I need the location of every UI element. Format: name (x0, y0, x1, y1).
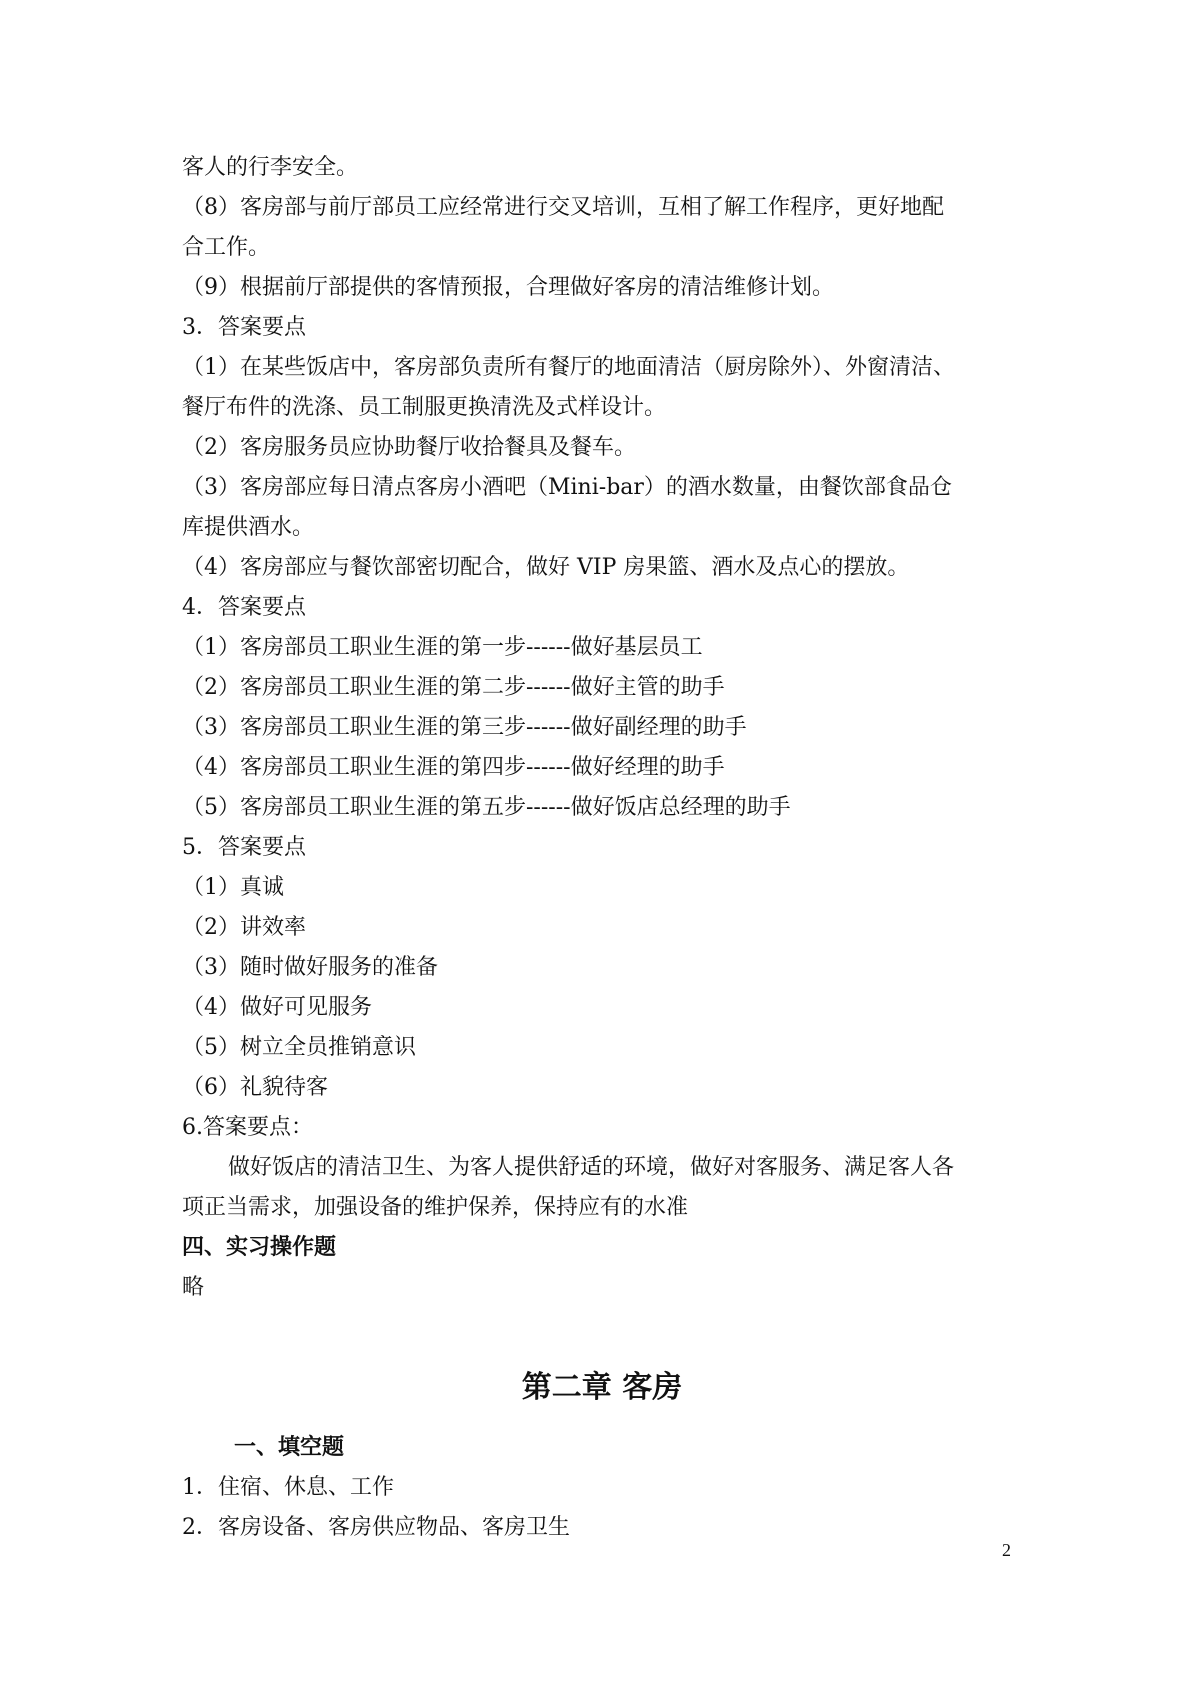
paragraph-6-line-1: 做好饭店的清洁卫生、为客人提供舒适的环境，做好对客服务、满足客人各 (228, 1155, 955, 1180)
paragraph-6-line-2: 项正当需求，加强设备的维护保养，保持应有的水准 (182, 1195, 689, 1220)
text-line: 3．答案要点 (182, 315, 306, 340)
fill-item: 2．客房设备、客房供应物品、客房卫生 (182, 1515, 570, 1540)
fill-in-answers (182, 1468, 1022, 1548)
section-4-body: 略 (182, 1275, 205, 1300)
text-line: （3）客房部应每日清点客房小酒吧（Mini-bar）的酒水数量，由餐饮部食品仓 (182, 475, 952, 500)
page-number: 2 (1002, 1540, 1011, 1560)
text-line: 5．答案要点 (182, 835, 306, 860)
section-4-heading: 四、实习操作题 (182, 1235, 337, 1260)
text-line: （4）做好可见服务 (182, 995, 372, 1020)
section-1-heading: 一、填空题 (234, 1435, 345, 1460)
text-line: 客人的行李安全。 (182, 155, 359, 180)
text-line: （5）客房部员工职业生涯的第五步------做好饭店总经理的助手 (182, 795, 791, 820)
fill-item: 1．住宿、休息、工作 (182, 1475, 394, 1500)
answer-lines (182, 148, 1022, 1148)
text-line: （8）客房部与前厅部员工应经常进行交叉培训，互相了解工作程序，更好地配 (182, 195, 944, 220)
text-line: 合工作。 (182, 235, 271, 260)
text-line: （2）客房服务员应协助餐厅收拾餐具及餐车。 (182, 435, 636, 460)
page-content (182, 148, 1022, 1548)
text-line: （5）树立全员推销意识 (182, 1035, 416, 1060)
text-line: （1）真诚 (182, 875, 284, 900)
text-line: （3）随时做好服务的准备 (182, 955, 438, 980)
text-line: 库提供酒水。 (182, 515, 315, 540)
text-line: （2）讲效率 (182, 915, 306, 940)
text-line: （4）客房部员工职业生涯的第四步------做好经理的助手 (182, 755, 725, 780)
text-line: 餐厅布件的洗涤、员工制服更换清洗及式样设计。 (182, 395, 667, 420)
text-line: 6.答案要点： (182, 1115, 313, 1140)
text-line: （4）客房部应与餐饮部密切配合，做好 VIP 房果篮、酒水及点心的摆放。 (182, 555, 910, 580)
text-line: （3）客房部员工职业生涯的第三步------做好副经理的助手 (182, 715, 747, 740)
text-line: （1）在某些饭店中，客房部负责所有餐厅的地面清洁（厨房除外）、外窗清洁、 (182, 355, 955, 380)
text-line: （6）礼貌待客 (182, 1075, 328, 1100)
text-line: （2）客房部员工职业生涯的第二步------做好主管的助手 (182, 675, 725, 700)
chapter-title: 第二章 客房 (521, 1370, 683, 1405)
text-line: （1）客房部员工职业生涯的第一步------做好基层员工 (182, 635, 703, 660)
text-line: （9）根据前厅部提供的客情预报，合理做好客房的清洁维修计划。 (182, 275, 834, 300)
text-line: 4．答案要点 (182, 595, 306, 620)
